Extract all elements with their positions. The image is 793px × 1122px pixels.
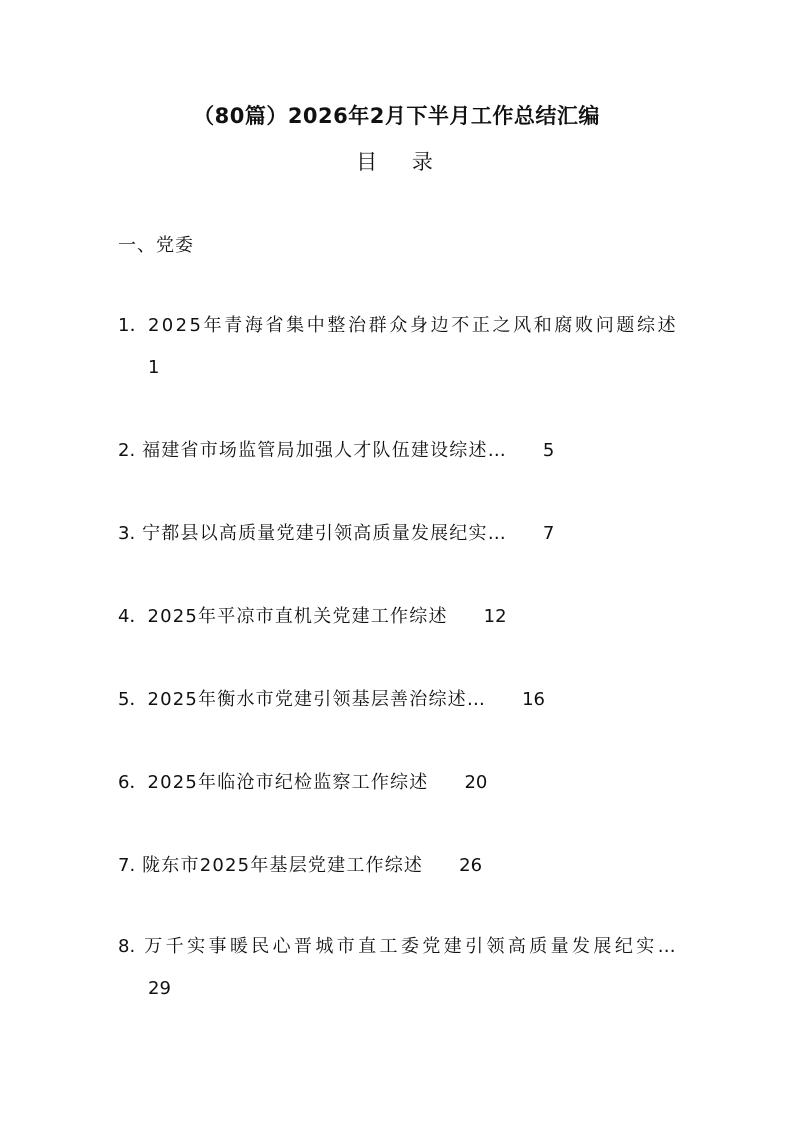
toc-entry-page: 16 [522,689,545,710]
toc-entry-3[interactable] [118,513,678,555]
toc-entry-text: 陇东市2025年基层党建工作综述 [142,855,424,876]
toc-entry-text: 万千实事暖民心晋城市直工委党建引领高质量发展纪实… [144,936,678,957]
toc-entry-7[interactable] [118,845,678,887]
toc-entry-page: 1 [148,357,160,378]
toc-entry-page: 5 [542,440,555,461]
toc-entry-text: 宁都县以高质量党建引领高质量发展纪实… [142,523,507,544]
toc-entry-number: 5． [118,689,148,710]
toc-entry-8[interactable] [118,926,678,1010]
toc-entry-number: 4． [118,606,148,627]
toc-entry-page: 26 [459,855,483,876]
toc-entry-6[interactable] [118,762,678,804]
toc-entry-page: 20 [464,772,488,793]
toc-entry-page: 29 [148,978,171,999]
toc-entry-5[interactable] [118,679,678,721]
toc-entry-2[interactable] [118,430,678,472]
toc-entry-4[interactable] [118,596,678,638]
toc-entry-number: 8. [118,936,136,957]
toc-entry-page: 7 [542,523,555,544]
toc-entry-number: 3. [118,523,136,544]
toc-entry-number: 6． [118,772,148,793]
toc-section-heading: 一、党委 [118,235,194,256]
toc-entry-number: 1． [118,315,148,336]
toc-entry-page: 12 [483,606,507,627]
toc-entry-1[interactable] [118,305,678,389]
toc-heading: 目 录 [356,150,447,174]
toc-entry-number: 2. [118,440,136,461]
toc-entry-text: 2025年平凉市直机关党建工作综述 [147,606,448,627]
toc-entry-text: 2025年青海省集中整治群众身边不正之风和腐败问题综述 [147,315,679,336]
toc-entry-text: 福建省市场监管局加强人才队伍建设综述… [142,440,507,461]
toc-entry-text: 2025年临沧市纪检监察工作综述 [147,772,429,793]
document-title: （80篇）2026年2月下半月工作总结汇编 [193,104,600,128]
toc-entry-number: 7. [118,855,136,876]
toc-entry-text: 2025年衡水市党建引领基层善治综述… [147,689,487,710]
